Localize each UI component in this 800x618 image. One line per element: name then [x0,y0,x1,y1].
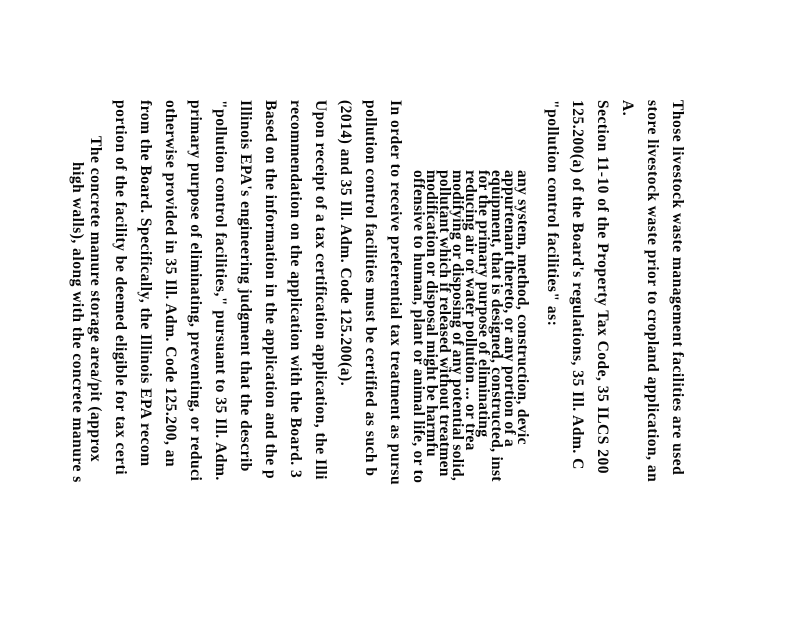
text-line: Section 11-10 of the Property Tax Code, 35 ILCS 200 [594,100,611,474]
text-line: Based on the information in the application and the p [262,100,279,480]
quote-line: pollutant which if released without treatmen [436,170,453,477]
text-line: Upon receipt of a tax certification application, the Illi [312,100,329,480]
text-line: primary purpose of eliminating, preventing, or reduci [187,100,204,482]
quote-line: appurtenant thereto, or any portion of a [501,170,518,448]
text-line: "pollution control facilities" as: [544,100,561,327]
text-line: Illinois EPA's engineering judgment that the describ [237,100,254,472]
text-line: store livestock waste prior to cropland application, an [644,100,661,483]
quote-line: reducing air or water pollution ... or trea [462,170,479,451]
text-line: The concrete manure storage area/pit (approx [87,136,104,463]
text-line: high walls), along with the concrete manure s [69,162,86,483]
text-line: otherwise provided in 35 Ill. Adm. Code 125.200, an [162,100,179,468]
text-line: pollution control facilities must be certified as such b [362,100,379,477]
document-page [69,100,686,618]
quote-line: for the primary purpose of eliminating [475,170,492,438]
quote-line: equipment, that is designed, constructed, inst [488,170,505,482]
quote-line: offensive to human, plant or animal life, or to [410,170,427,484]
text-line: "pollution control facilities," pursuant to 35 Ill. Adm. [212,100,229,481]
text-line: (2014) and 35 Ill. Adm. Code 125.200(a). [337,100,354,387]
quote-line: modification or disposal might be harmfu [423,170,440,457]
text-line: recommendation on the application with the Board. 3 [287,100,304,479]
text-line: from the Board. Specifically, the Illinois EPA recom [137,100,154,467]
text-line: 125.200(a) of the Board's regulations, 35 Ill. Adm. C [569,100,586,470]
section-letter: A. [619,100,636,117]
quote-line: modifying or disposing of any potential solid, [449,170,466,482]
text-line: Those livestock waste management facilities are used [669,100,686,476]
quote-line: any system, method, construction, devic [514,170,531,445]
text-line: portion of the facility be deemed eligible for tax certi [112,100,129,476]
text-line: In order to receive preferential tax treatment as pursu [387,100,404,486]
